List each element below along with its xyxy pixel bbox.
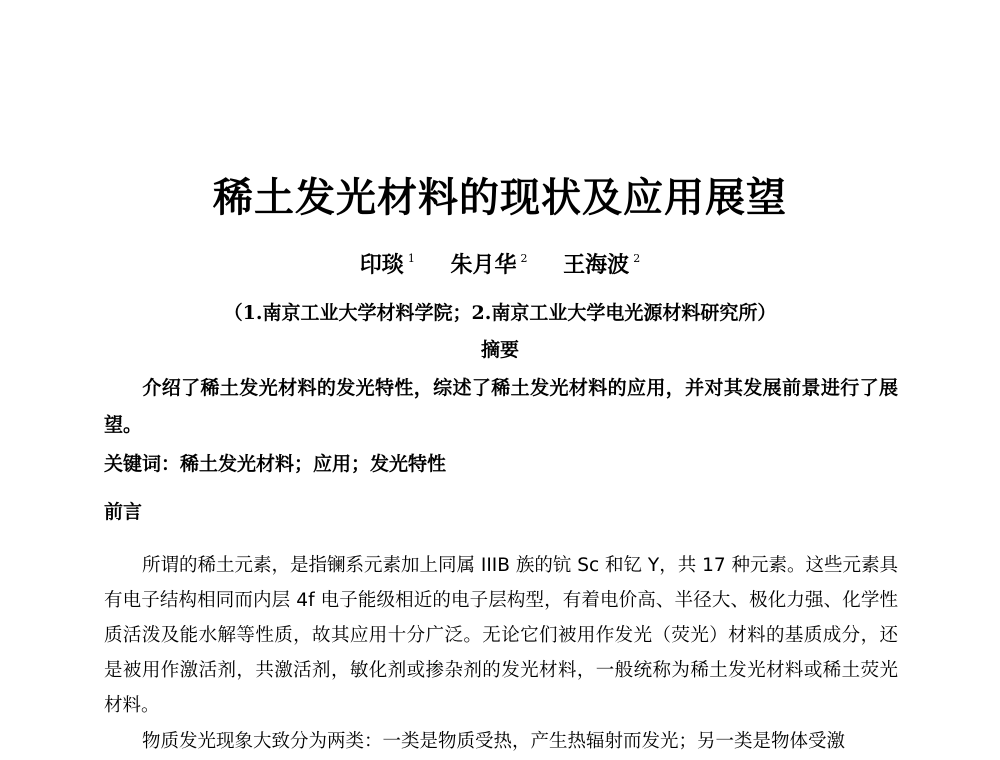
abstract-text <box>104 370 898 444</box>
author <box>360 252 415 278</box>
abstract-heading: 摘要 <box>480 339 519 361</box>
author-name: 朱月华 <box>450 252 517 278</box>
author-name: 王海波 <box>563 252 630 278</box>
author-affiliation-marker: 2 <box>520 252 528 265</box>
abstract-body: 介绍了稀土发光材料的发光特性，综述了稀土发光材料的应用，并对其发展前景进行了展望。 <box>104 377 898 436</box>
author <box>563 252 640 278</box>
author-affiliation-marker: 1 <box>407 252 415 265</box>
keywords-label: 关键词： <box>104 453 181 475</box>
keywords-text: 稀土发光材料；应用；发光特性 <box>180 453 447 475</box>
paper-title: 稀土发光材料的现状及应用展望 <box>213 175 787 221</box>
author <box>450 252 527 278</box>
body-paragraph: 物质发光现象大致分为两类：一类是物质受热，产生热辐射而发光；另一类是物体受激 <box>142 731 846 752</box>
author-name: 印琰 <box>359 252 404 278</box>
section-heading: 前言 <box>104 501 143 523</box>
body-paragraph: 所谓的稀土元素，是指镧系元素加上同属 IIIB 族的钪 Sc 和钇 Y，共 17 种元素。这些元素具有电子结构相同而内层 4f 电子能级相近的电子层构型，有着电价高、半径大、极化力强、化学性质活泼及能水解等性质，故其应用十分广泛。无论它们被用作发光（荧光）材料的基质成分，还是被用作激活剂，共激活剂，敏化剂或掺杂剂的发光材料，一般统称为稀土发光材料或稀土荧光材料。 <box>104 555 898 716</box>
affiliations: （1.南京工业大学材料学院；2.南京工业大学电光源材料研究所） <box>223 302 777 324</box>
keywords-line <box>104 446 898 483</box>
author-list <box>0 243 1000 281</box>
author-affiliation-marker: 2 <box>633 252 641 265</box>
